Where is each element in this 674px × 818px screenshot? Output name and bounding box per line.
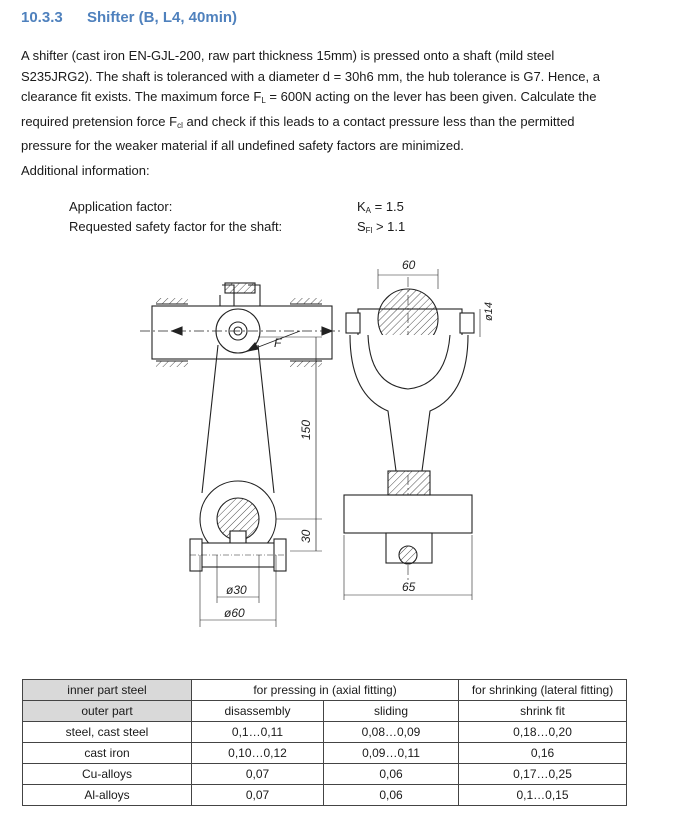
dim-d30: ø30 [226,583,247,597]
table-subheader-row [23,701,627,722]
header-shrink-fit: shrink fit [459,701,627,722]
section-heading [21,9,237,26]
table-row: steel, cast steel 0,1…0,11 0,08…0,09 0,18…0,20 [23,722,627,743]
shifter-technical-drawing [140,255,520,630]
parameter-label: Requested safety factor for the shaft: [69,219,283,234]
header-inner-part: inner part steel [23,680,192,701]
dim-65: 65 [402,580,416,594]
parameter-value: $S_{Fl} > 1.1$ [357,219,406,235]
table-header-row [23,680,627,701]
front-view [344,269,480,600]
paragraph-line: required pretension force $F_{cl}$ and check if this leads to a contact pressure less than the permitted [21,113,575,130]
header-pressing: for pressing in (axial fitting) [192,680,459,701]
header-disassembly: disassembly [192,701,324,722]
parameter-label: Application factor: [69,199,173,214]
dim-30: 30 [299,529,313,543]
force-label: F [274,336,282,350]
paragraph-line: A shifter (cast iron EN-GJL-200, raw part thickness 15mm) is pressed onto a shaft (mild steel [21,48,555,63]
side-view [140,283,340,627]
dim-d60: ø60 [224,606,245,620]
table-row: Al-alloys 0,07 0,06 0,1…0,15 [23,785,627,806]
parameter-value: $K_A = 1.5$ [357,199,404,215]
paragraph-line: clearance fit exists. The maximum force $F_L = 600N$ acting on the lever has been given. Calculate the [21,89,597,106]
dim-d14: ø14 [483,302,495,321]
parameter-row [69,217,406,237]
table-row: cast iron 0,10…0,12 0,09…0,11 0,16 [23,743,627,764]
header-shrinking: for shrinking (lateral fitting) [459,680,627,701]
problem-statement [21,46,653,157]
paragraph-line: S235JRG2). The shaft is toleranced with a diameter d = 30h6 mm, the hub tolerance is G7. Hence, a [21,68,600,84]
friction-coefficient-table [22,679,627,806]
section-title: Shifter (B, L4, 40min) [87,9,238,26]
parameter-row [69,197,404,217]
parameter-list [69,197,406,237]
header-sliding: sliding [324,701,459,722]
header-outer-part: outer part [23,701,192,722]
section-number: 10.3.3 [21,9,63,26]
paragraph-line: pressure for the weaker material if all undefined safety factors are minimized. [21,138,464,154]
dim-150: 150 [299,419,313,440]
table-row: Cu-alloys 0,07 0,06 0,17…0,25 [23,764,627,785]
additional-info-label: Additional information: [21,163,150,178]
dim-60: 60 [402,258,416,272]
